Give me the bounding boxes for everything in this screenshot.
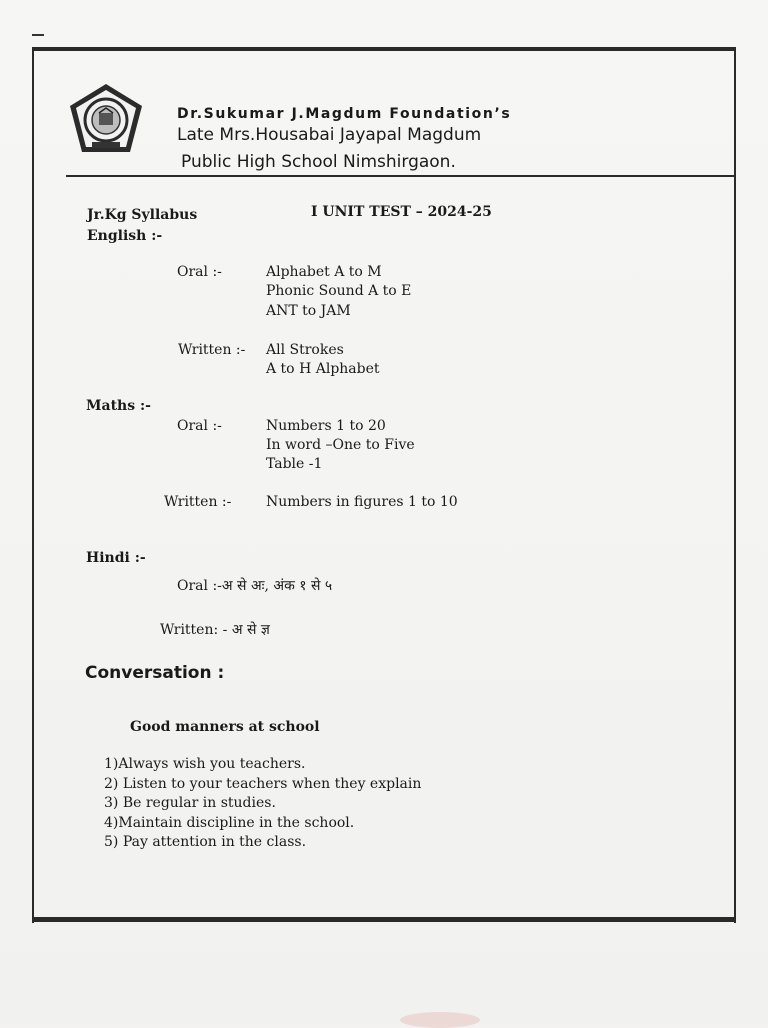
page-border-bottom xyxy=(32,917,736,922)
header-divider xyxy=(66,175,734,177)
maths-oral-item: Table -1 xyxy=(266,456,323,472)
english-oral-item: ANT to JAM xyxy=(266,303,351,319)
list-item: 2) Listen to your teachers when they explain xyxy=(104,776,422,792)
english-written-item: A to H Alphabet xyxy=(266,361,380,377)
list-item: 1)Always wish you teachers. xyxy=(104,756,306,772)
conversation-heading: Conversation : xyxy=(85,663,225,683)
school-logo-icon xyxy=(68,82,144,156)
photo-artifact xyxy=(400,1012,480,1028)
page-border-left xyxy=(32,47,34,923)
list-item: 5) Pay attention in the class. xyxy=(104,834,307,850)
syllabus-label: Jr.Kg Syllabus xyxy=(87,207,198,223)
maths-written-item: Numbers in figures 1 to 10 xyxy=(266,494,458,510)
english-written-item: All Strokes xyxy=(266,342,344,358)
hindi-heading: Hindi :- xyxy=(86,550,146,566)
english-oral-item: Phonic Sound A to E xyxy=(266,283,412,299)
english-oral-item: Alphabet A to M xyxy=(266,264,382,280)
school-name-line: Late Mrs.Housabai Jayapal Magdum xyxy=(177,125,482,145)
maths-oral-item: In word –One to Five xyxy=(266,437,415,453)
stray-mark xyxy=(32,34,44,36)
maths-written-label: Written :- xyxy=(164,494,232,510)
hindi-written-line: Written: - अ से ज्ञ xyxy=(160,622,270,638)
test-title: I UNIT TEST – 2024-25 xyxy=(311,204,492,220)
list-item: 3) Be regular in studies. xyxy=(104,795,276,811)
school-name-line-2: Public High School Nimshirgaon. xyxy=(181,152,456,172)
maths-oral-label: Oral :- xyxy=(177,418,222,434)
list-item: 4)Maintain discipline in the school. xyxy=(104,815,355,831)
page-border-right xyxy=(734,47,736,923)
english-written-label: Written :- xyxy=(178,342,246,358)
hindi-oral-line: Oral :-अ से अः, अंक १ से ५ xyxy=(177,578,333,594)
page-border-top xyxy=(32,47,736,51)
maths-heading: Maths :- xyxy=(86,398,151,414)
foundation-name: Dr.Sukumar J.Magdum Foundation’s xyxy=(177,106,512,122)
maths-oral-item: Numbers 1 to 20 xyxy=(266,418,386,434)
english-heading: English :- xyxy=(87,228,163,244)
conversation-subheading: Good manners at school xyxy=(130,719,320,735)
english-oral-label: Oral :- xyxy=(177,264,222,280)
